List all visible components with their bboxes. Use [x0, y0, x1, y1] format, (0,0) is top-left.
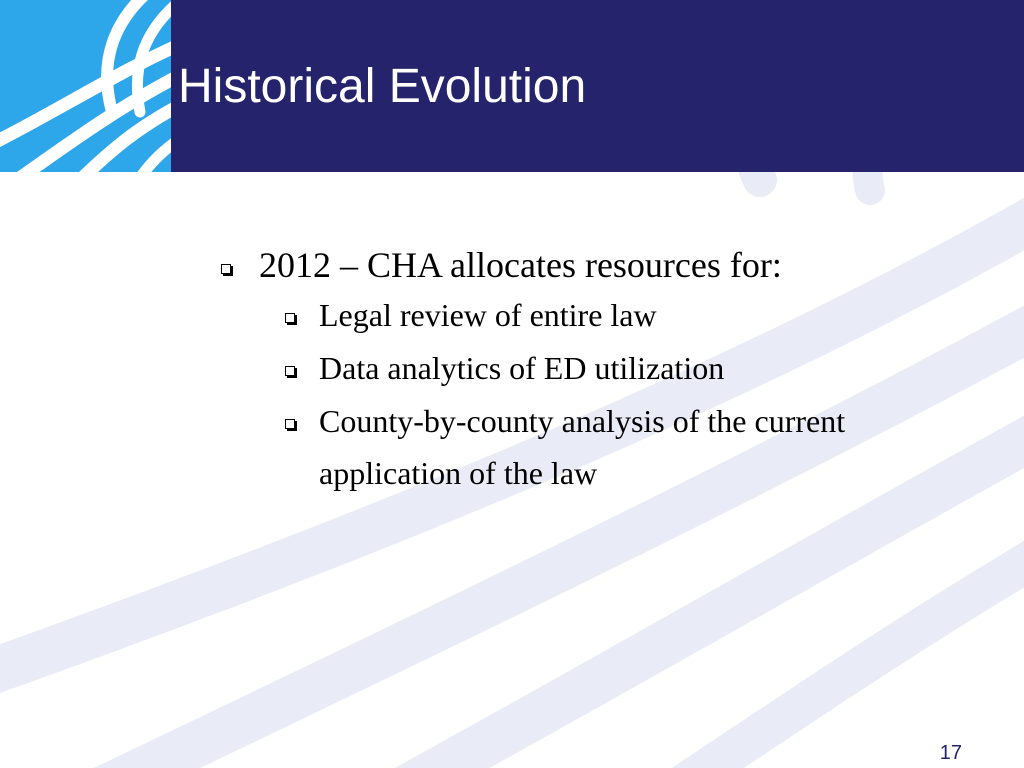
- square-bullet-icon: [285, 419, 295, 429]
- sub-bullet-text: Legal review of entire law: [319, 297, 657, 333]
- sub-bullet-text: Data analytics of ED utilization: [319, 350, 725, 386]
- square-bullet-icon: [285, 313, 295, 323]
- square-bullet-icon: [285, 366, 295, 376]
- sub-bullet-text: County-by-county analysis of the current application of the law: [319, 403, 846, 491]
- sub-bullet: [285, 289, 879, 341]
- square-bullet-icon: [221, 264, 231, 274]
- sub-bullet: [285, 395, 879, 499]
- main-bullet-text: 2012 – CHA allocates resources for:: [259, 245, 782, 285]
- slide-title: Historical Evolution: [178, 60, 587, 113]
- main-bullet: [221, 244, 782, 286]
- page-number: 17: [939, 742, 962, 764]
- sub-bullet: [285, 342, 879, 394]
